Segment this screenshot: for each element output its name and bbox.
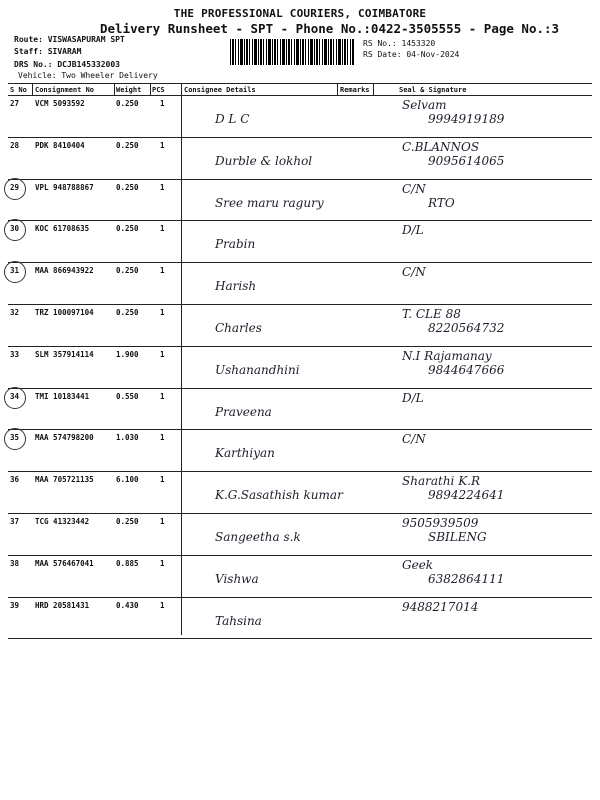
row-signature: D/L bbox=[402, 223, 424, 238]
row-divider bbox=[8, 262, 592, 263]
row-signature-detail: 9894224641 bbox=[428, 488, 505, 503]
row-sno: 34 bbox=[10, 391, 20, 401]
row-signature: Sharathi K.R bbox=[402, 474, 481, 489]
row-signature-detail: 9844647666 bbox=[428, 362, 505, 377]
row-sno: 31 bbox=[10, 266, 20, 276]
vehicle-label: Vehicle: Two Wheeler Delivery bbox=[18, 71, 158, 80]
col-divider bbox=[32, 83, 33, 95]
header-bottom-border bbox=[8, 95, 592, 96]
row-sno: 33 bbox=[10, 349, 20, 359]
row-signature: C/N bbox=[402, 265, 426, 280]
col-divider bbox=[337, 83, 338, 95]
row-pcs: 1 bbox=[160, 349, 165, 359]
row-consignment-no: HRD 20581431 bbox=[35, 600, 90, 610]
row-signature: 9488217014 bbox=[402, 599, 479, 614]
row-pcs: 1 bbox=[160, 140, 165, 150]
row-sno: 36 bbox=[10, 475, 20, 485]
row-weight: 0.250 bbox=[116, 266, 139, 276]
row-consignment-no: TMI 10183441 bbox=[35, 391, 90, 401]
row-consignee: Karthiyan bbox=[215, 446, 275, 461]
row-pcs: 1 bbox=[160, 182, 165, 192]
row-consignee: Harish bbox=[215, 279, 257, 294]
rs-number: RS No.: 1453320 bbox=[363, 39, 436, 48]
row-weight: 6.100 bbox=[116, 475, 139, 485]
row-pcs: 1 bbox=[160, 308, 165, 317]
row-weight: 0.250 bbox=[116, 517, 139, 526]
row-divider bbox=[8, 555, 592, 556]
row-sno: 38 bbox=[10, 558, 20, 568]
row-weight: 0.250 bbox=[116, 224, 139, 234]
row-divider bbox=[8, 304, 592, 305]
row-signature: C/N bbox=[402, 432, 426, 447]
col-divider bbox=[150, 83, 151, 95]
row-consignee: Sangeetha s.k bbox=[215, 530, 301, 544]
row-weight: 1.030 bbox=[116, 433, 139, 443]
row-pcs: 1 bbox=[160, 558, 165, 568]
col-divider bbox=[373, 83, 374, 95]
col-header-remarks: Remarks bbox=[340, 86, 370, 94]
row-consignee: Sree maru ragury bbox=[215, 195, 324, 210]
row-divider bbox=[8, 471, 592, 472]
row-consignee: Vishwa bbox=[215, 571, 259, 586]
row-sno: 37 bbox=[10, 517, 20, 526]
row-consignee: K.G.Sasathish kumar bbox=[215, 488, 343, 503]
runsheet-title: Delivery Runsheet - SPT - Phone No.:0422-3505555 - Page No.:3 bbox=[100, 21, 560, 36]
row-consignment-no: KOC 61708635 bbox=[35, 224, 90, 234]
row-divider bbox=[8, 179, 592, 180]
row-signature-detail: SBILENG bbox=[428, 530, 487, 544]
row-pcs: 1 bbox=[160, 517, 165, 526]
row-consignee: Prabin bbox=[215, 237, 256, 252]
row-consignee: Tahsina bbox=[215, 613, 262, 628]
row-signature-detail: 9095614065 bbox=[428, 153, 505, 168]
row-pcs: 1 bbox=[160, 391, 165, 401]
row-sno: 30 bbox=[10, 224, 20, 234]
row-consignee: Durble & lokhol bbox=[215, 153, 313, 168]
row-divider bbox=[8, 429, 592, 430]
col-header-consignee: Consignee Details bbox=[184, 86, 256, 94]
company-name: THE PROFESSIONAL COURIERS, COIMBATORE bbox=[173, 7, 427, 20]
row-consignment-no: MAA 705721135 bbox=[35, 475, 94, 485]
row-consignment-no: MAA 866943922 bbox=[35, 266, 94, 276]
row-divider bbox=[8, 388, 592, 389]
row-weight: 1.900 bbox=[116, 349, 139, 359]
row-consignment-no: MAA 576467041 bbox=[35, 558, 94, 568]
row-consignee: Ushanandhini bbox=[215, 362, 300, 377]
staff-label: Staff: SIVARAM bbox=[14, 47, 82, 56]
col-header-pcs: PCS bbox=[152, 86, 165, 94]
serial-circle-mark bbox=[4, 178, 26, 200]
row-pcs: 1 bbox=[160, 266, 165, 276]
row-divider bbox=[8, 137, 592, 138]
drs-number: DRS No.: DCJB145332003 bbox=[14, 60, 120, 69]
row-signature-detail: 8220564732 bbox=[428, 321, 505, 335]
row-signature: N.I Rajamanay bbox=[402, 348, 492, 363]
row-consignment-no: SLM 357914114 bbox=[35, 349, 94, 359]
row-pcs: 1 bbox=[160, 475, 165, 485]
rs-date: RS Date: 04-Nov-2024 bbox=[363, 50, 460, 59]
row-divider bbox=[8, 597, 592, 598]
row-consignee: D L C bbox=[215, 112, 250, 126]
row-weight: 0.250 bbox=[116, 140, 139, 150]
serial-circle-mark bbox=[4, 219, 26, 241]
barcode bbox=[230, 39, 354, 65]
row-sno: 39 bbox=[10, 600, 20, 610]
row-pcs: 1 bbox=[160, 600, 165, 610]
row-divider bbox=[8, 346, 592, 347]
row-consignee: Praveena bbox=[215, 404, 272, 419]
row-consignment-no: TRZ 100097104 bbox=[35, 308, 94, 317]
col-divider bbox=[114, 83, 115, 95]
table-top-border bbox=[8, 83, 592, 84]
row-signature: C/N bbox=[402, 181, 426, 196]
col-header-seal: Seal & Signature bbox=[399, 86, 467, 94]
row-divider bbox=[8, 638, 592, 639]
row-signature: Geek bbox=[402, 557, 434, 572]
row-pcs: 1 bbox=[160, 224, 165, 234]
row-weight: 0.885 bbox=[116, 558, 139, 568]
row-pcs: 1 bbox=[160, 433, 165, 443]
row-weight: 0.250 bbox=[116, 99, 139, 108]
row-sno: 27 bbox=[10, 99, 20, 108]
route-label: Route: VISWASAPURAM SPT bbox=[14, 35, 125, 44]
serial-circle-mark bbox=[4, 428, 26, 450]
row-signature-detail: 9994919189 bbox=[428, 112, 505, 126]
row-signature: Selvam bbox=[402, 98, 447, 112]
row-consignment-no: VCM 5093592 bbox=[35, 99, 85, 108]
row-signature: D/L bbox=[402, 390, 424, 405]
col-header-sno: S No bbox=[10, 86, 27, 94]
row-consignment-no: MAA 574798200 bbox=[35, 433, 94, 443]
row-weight: 0.250 bbox=[116, 308, 139, 317]
row-sno: 35 bbox=[10, 433, 20, 443]
consignee-divider bbox=[181, 83, 182, 635]
row-pcs: 1 bbox=[160, 99, 165, 108]
row-weight: 0.550 bbox=[116, 391, 139, 401]
col-header-weight: Weight bbox=[116, 86, 142, 94]
row-sno: 29 bbox=[10, 182, 20, 192]
row-consignment-no: PDK 8410404 bbox=[35, 140, 85, 150]
row-signature: T. CLE 88 bbox=[402, 307, 461, 321]
row-divider bbox=[8, 220, 592, 221]
row-consignment-no: VPL 948788867 bbox=[35, 182, 94, 192]
row-weight: 0.250 bbox=[116, 182, 139, 192]
row-divider bbox=[8, 513, 592, 514]
row-sno: 32 bbox=[10, 308, 20, 317]
row-signature: C.BLANNOS bbox=[402, 139, 480, 154]
row-sno: 28 bbox=[10, 140, 20, 150]
row-signature: 9505939509 bbox=[402, 516, 479, 530]
row-signature-detail: RTO bbox=[428, 195, 455, 210]
row-consignee: Charles bbox=[215, 321, 262, 335]
row-weight: 0.430 bbox=[116, 600, 139, 610]
serial-circle-mark bbox=[4, 387, 26, 409]
serial-circle-mark bbox=[4, 261, 26, 283]
col-header-consignment: Consignment No bbox=[35, 86, 95, 94]
row-consignment-no: TCG 41323442 bbox=[35, 517, 90, 526]
row-signature-detail: 6382864111 bbox=[428, 571, 505, 586]
